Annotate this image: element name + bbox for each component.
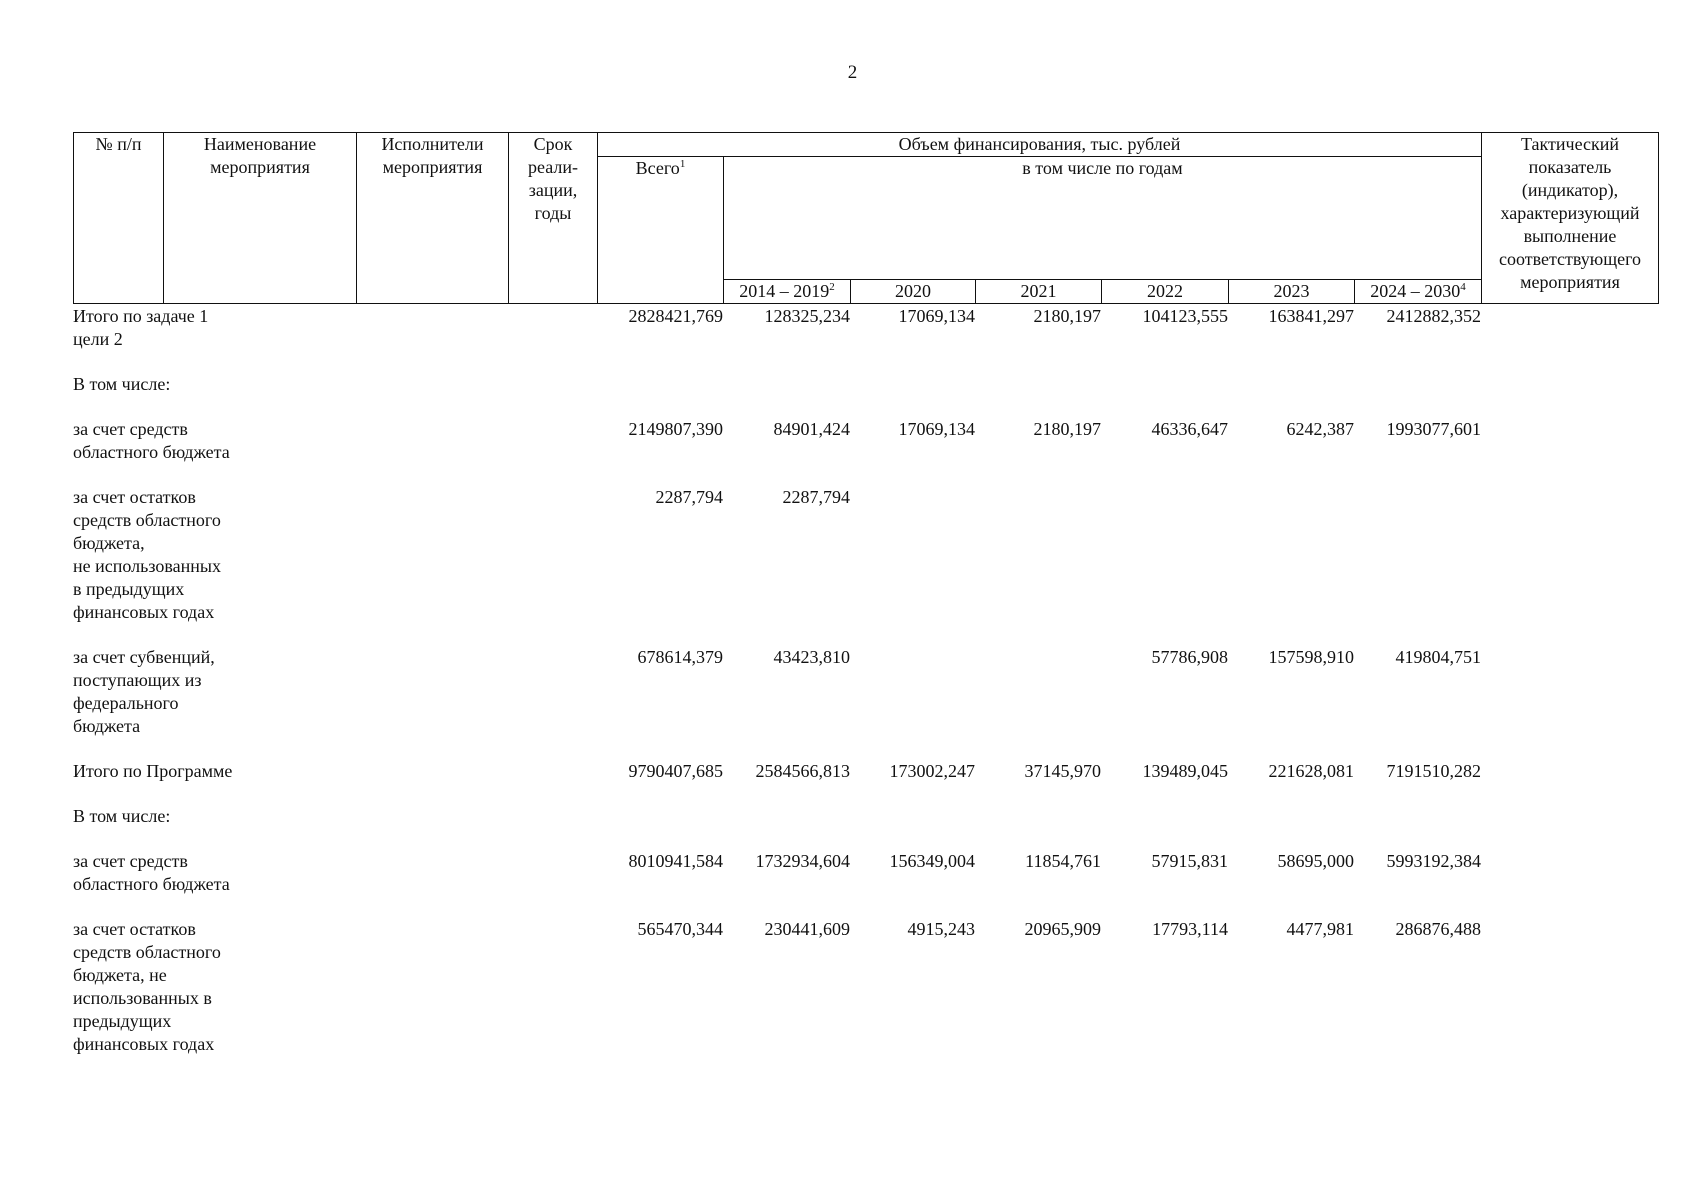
row-value: 156349,004: [889, 851, 975, 871]
row-indicator: [1481, 850, 1658, 896]
row-value: 37145,970: [1024, 761, 1101, 781]
row-value: 6242,387: [1286, 419, 1354, 439]
row-value: [1101, 805, 1228, 828]
row-value: 157598,910: [1268, 647, 1354, 667]
row-value: 2287,794: [782, 487, 850, 507]
row-value: 57915,831: [1151, 851, 1228, 871]
row-value: 43423,810: [773, 647, 850, 667]
row-value: [975, 646, 1101, 738]
header-cell-executors: Исполнители мероприятия: [357, 133, 509, 304]
table-row: [73, 850, 1658, 896]
row-value: 163841,297: [1268, 306, 1354, 326]
row-value: 2584566,813: [755, 761, 850, 781]
page-number: 2: [847, 62, 858, 83]
row-value: [850, 646, 975, 738]
row-indicator: [1481, 418, 1658, 464]
row-value: 8010941,584: [628, 851, 723, 871]
header-cell-name: Наименование мероприятия: [164, 133, 357, 304]
row-value: [975, 486, 1101, 624]
table-row: [73, 760, 1658, 783]
row-value: 17069,134: [898, 419, 975, 439]
row-value: 46336,647: [1151, 419, 1228, 439]
table-row: [73, 918, 1658, 1056]
row-label: Итого по Программе: [73, 761, 233, 781]
row-label: за счет остатков средств областного бюджета, не использованных в предыдущих финансовых годах: [73, 487, 221, 622]
row-value: 4477,981: [1286, 919, 1354, 939]
row-value: [723, 373, 850, 396]
row-value: 1993077,601: [1386, 419, 1481, 439]
table-row: [73, 305, 1658, 351]
row-value: 173002,247: [889, 761, 975, 781]
header-cell-term: Срок реали- зации, годы: [509, 133, 598, 304]
row-label: за счет средств областного бюджета: [73, 851, 230, 894]
row-value: 565470,344: [637, 919, 723, 939]
table-header: [73, 132, 1659, 304]
table-row: [73, 805, 1658, 828]
row-value: 17069,134: [898, 306, 975, 326]
row-value: [1228, 805, 1354, 828]
row-label: за счет субвенций, поступающих из федерального бюджета: [73, 647, 215, 736]
row-value: 9790407,685: [628, 761, 723, 781]
row-value: 57786,908: [1151, 647, 1228, 667]
row-value: 221628,081: [1268, 761, 1354, 781]
row-value: [850, 486, 975, 624]
header-cell-year: 2021: [976, 280, 1102, 304]
row-value: 84901,424: [773, 419, 850, 439]
table-row: [73, 486, 1658, 624]
row-value: [850, 805, 975, 828]
row-label: за счет остатков средств областного бюджета, не использованных в предыдущих финансовых годах: [73, 919, 221, 1054]
row-value: [1228, 486, 1354, 624]
row-value: 7191510,282: [1386, 761, 1481, 781]
header-cell-total: Всего$^1$: [598, 157, 724, 304]
row-value: [1354, 373, 1481, 396]
row-indicator: [1481, 373, 1658, 396]
row-label: В том числе:: [73, 374, 171, 394]
header-cell-year: 2023: [1229, 280, 1355, 304]
row-value: 104123,555: [1142, 306, 1228, 326]
row-indicator: [1481, 918, 1658, 1056]
row-value: [723, 805, 850, 828]
table-row: [73, 418, 1658, 464]
row-value: [1101, 486, 1228, 624]
row-value: 128325,234: [764, 306, 850, 326]
row-value: [975, 805, 1101, 828]
header-cell-year: 2020: [851, 280, 976, 304]
header-cell-volume: Объем финансирования, тыс. рублей: [598, 133, 1482, 157]
row-value: 419804,751: [1395, 647, 1481, 667]
header-cell-year: 2024 – 2030$^4$: [1355, 280, 1482, 304]
row-value: [1228, 373, 1354, 396]
row-value: 2412882,352: [1386, 306, 1481, 326]
row-value: [1354, 486, 1481, 624]
header-cell-number: № п/п: [74, 133, 164, 304]
row-value: [1354, 805, 1481, 828]
table-row: [73, 373, 1658, 396]
row-value: 2828421,769: [628, 306, 723, 326]
row-value: [850, 373, 975, 396]
row-value: 678614,379: [637, 647, 723, 667]
header-cell-indicator: Тактический показатель (индикатор), характеризующий выполнение соответствующего мероприятия: [1482, 133, 1659, 304]
row-value: 2287,794: [655, 487, 723, 507]
row-indicator: [1481, 305, 1658, 351]
row-label: Итого по задаче 1 цели 2: [73, 306, 209, 349]
row-value: 2180,197: [1033, 419, 1101, 439]
row-label: за счет средств областного бюджета: [73, 419, 230, 462]
row-value: [597, 373, 723, 396]
header-cell-by-years: в том числе по годам: [724, 157, 1482, 280]
row-indicator: [1481, 486, 1658, 624]
table-row: [73, 646, 1658, 738]
row-value: 230441,609: [764, 919, 850, 939]
row-value: 2149807,390: [628, 419, 723, 439]
header-cell-year: 2022: [1102, 280, 1229, 304]
row-label: В том числе:: [73, 806, 171, 826]
row-value: 286876,488: [1395, 919, 1481, 939]
row-value: 4915,243: [907, 919, 975, 939]
row-value: [597, 805, 723, 828]
row-value: 1732934,604: [755, 851, 850, 871]
row-value: [1101, 373, 1228, 396]
row-value: 2180,197: [1033, 306, 1101, 326]
row-value: 11854,761: [1025, 851, 1101, 871]
header-cell-year: 2014 – 2019$^2$: [724, 280, 851, 304]
row-value: 5993192,384: [1386, 851, 1481, 871]
row-indicator: [1481, 760, 1658, 783]
row-value: [975, 373, 1101, 396]
row-indicator: [1481, 805, 1658, 828]
row-value: 58695,000: [1277, 851, 1354, 871]
row-value: 17793,114: [1152, 919, 1228, 939]
financing-table-body: [73, 305, 1658, 1056]
row-indicator: [1481, 646, 1658, 738]
row-value: 139489,045: [1142, 761, 1228, 781]
row-value: 20965,909: [1024, 919, 1101, 939]
